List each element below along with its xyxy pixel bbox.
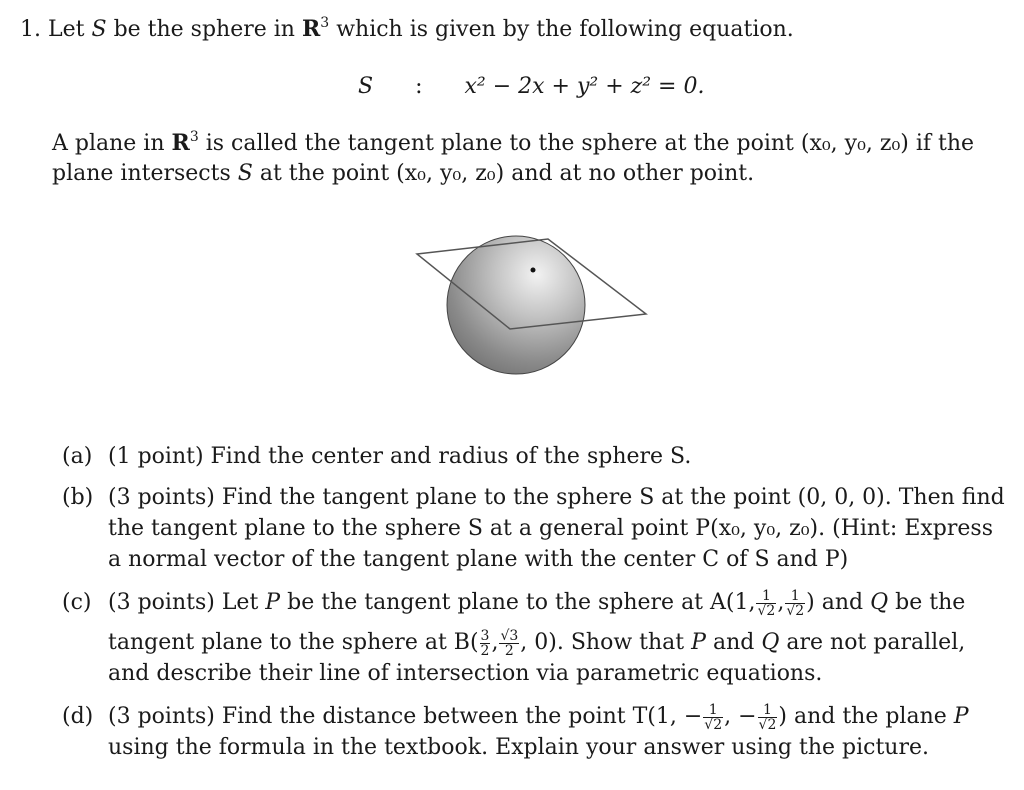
sphere-tangent-plane-figure	[405, 228, 665, 378]
item-c-line-1: (3 points) Let P be the tangent plane to the sphere at A(1, $\frac{1}{√2}$ , $\frac{1}{√2}$ ) and Q be the	[108, 587, 966, 619]
sphere	[447, 236, 585, 374]
item-b-line-3: a normal vector of the tangent plane with the center C of S and P)	[108, 547, 849, 572]
item-b-line-1: (3 points) Find the tangent plane to the sphere S at the point (0, 0, 0). Then find	[108, 485, 1005, 510]
item-c-label: (c)	[62, 590, 92, 615]
item-b-line-2: the tangent plane to the sphere S at a general point P(x₀, y₀, z₀). (Hint: Express	[108, 516, 994, 541]
fraction-one-over-root-two: $\frac{1}{√2}$	[758, 701, 777, 733]
problem-intro: 1. Let S be the sphere in $R^3$ which is given by the following equation.	[20, 15, 794, 42]
item-a-text: (1 point) Find the center and radius of the sphere S.	[108, 444, 692, 469]
item-d-line-2: using the formula in the textbook. Explain your answer using the picture.	[108, 735, 929, 760]
item-c-line-2: tangent plane to the sphere at B( $\frac{3}{2}$ , $\frac{√3}{2}$ , 0). Show that P and Q are not parallel,	[108, 627, 966, 659]
definition-line-1: A plane in $R^3$ is called the tangent plane to the sphere at the point (x₀, y₀, z₀) if the	[52, 129, 975, 156]
fraction-root-three-over-two: $\frac{√3}{2}$	[500, 627, 519, 659]
fraction-one-over-root-two: $\frac{1}{√2}$	[757, 587, 776, 619]
item-b-label: (b)	[62, 485, 94, 510]
fraction-three-halves: $\frac{3}{2}$	[480, 627, 490, 659]
tangency-point	[531, 268, 536, 273]
item-d-line-1: (3 points) Find the distance between the point T(1, − $\frac{1}{√2}$ , − $\frac{1}{√2}$ ) and the plane P	[108, 701, 969, 733]
definition-line-2: plane intersects S at the point (x₀, y₀, z₀) and at no other point.	[52, 161, 755, 186]
item-a-label: (a)	[62, 444, 93, 469]
problem-number: 1.	[20, 17, 41, 42]
fraction-one-over-root-two: $\frac{1}{√2}$	[704, 701, 723, 733]
fraction-one-over-root-two: $\frac{1}{√2}$	[786, 587, 805, 619]
item-d-label: (d)	[62, 704, 94, 729]
sphere-equation: S : x² − 2x + y² + z² = 0.	[358, 74, 705, 99]
item-c-line-3: and describe their line of intersection via parametric equations.	[108, 661, 823, 686]
